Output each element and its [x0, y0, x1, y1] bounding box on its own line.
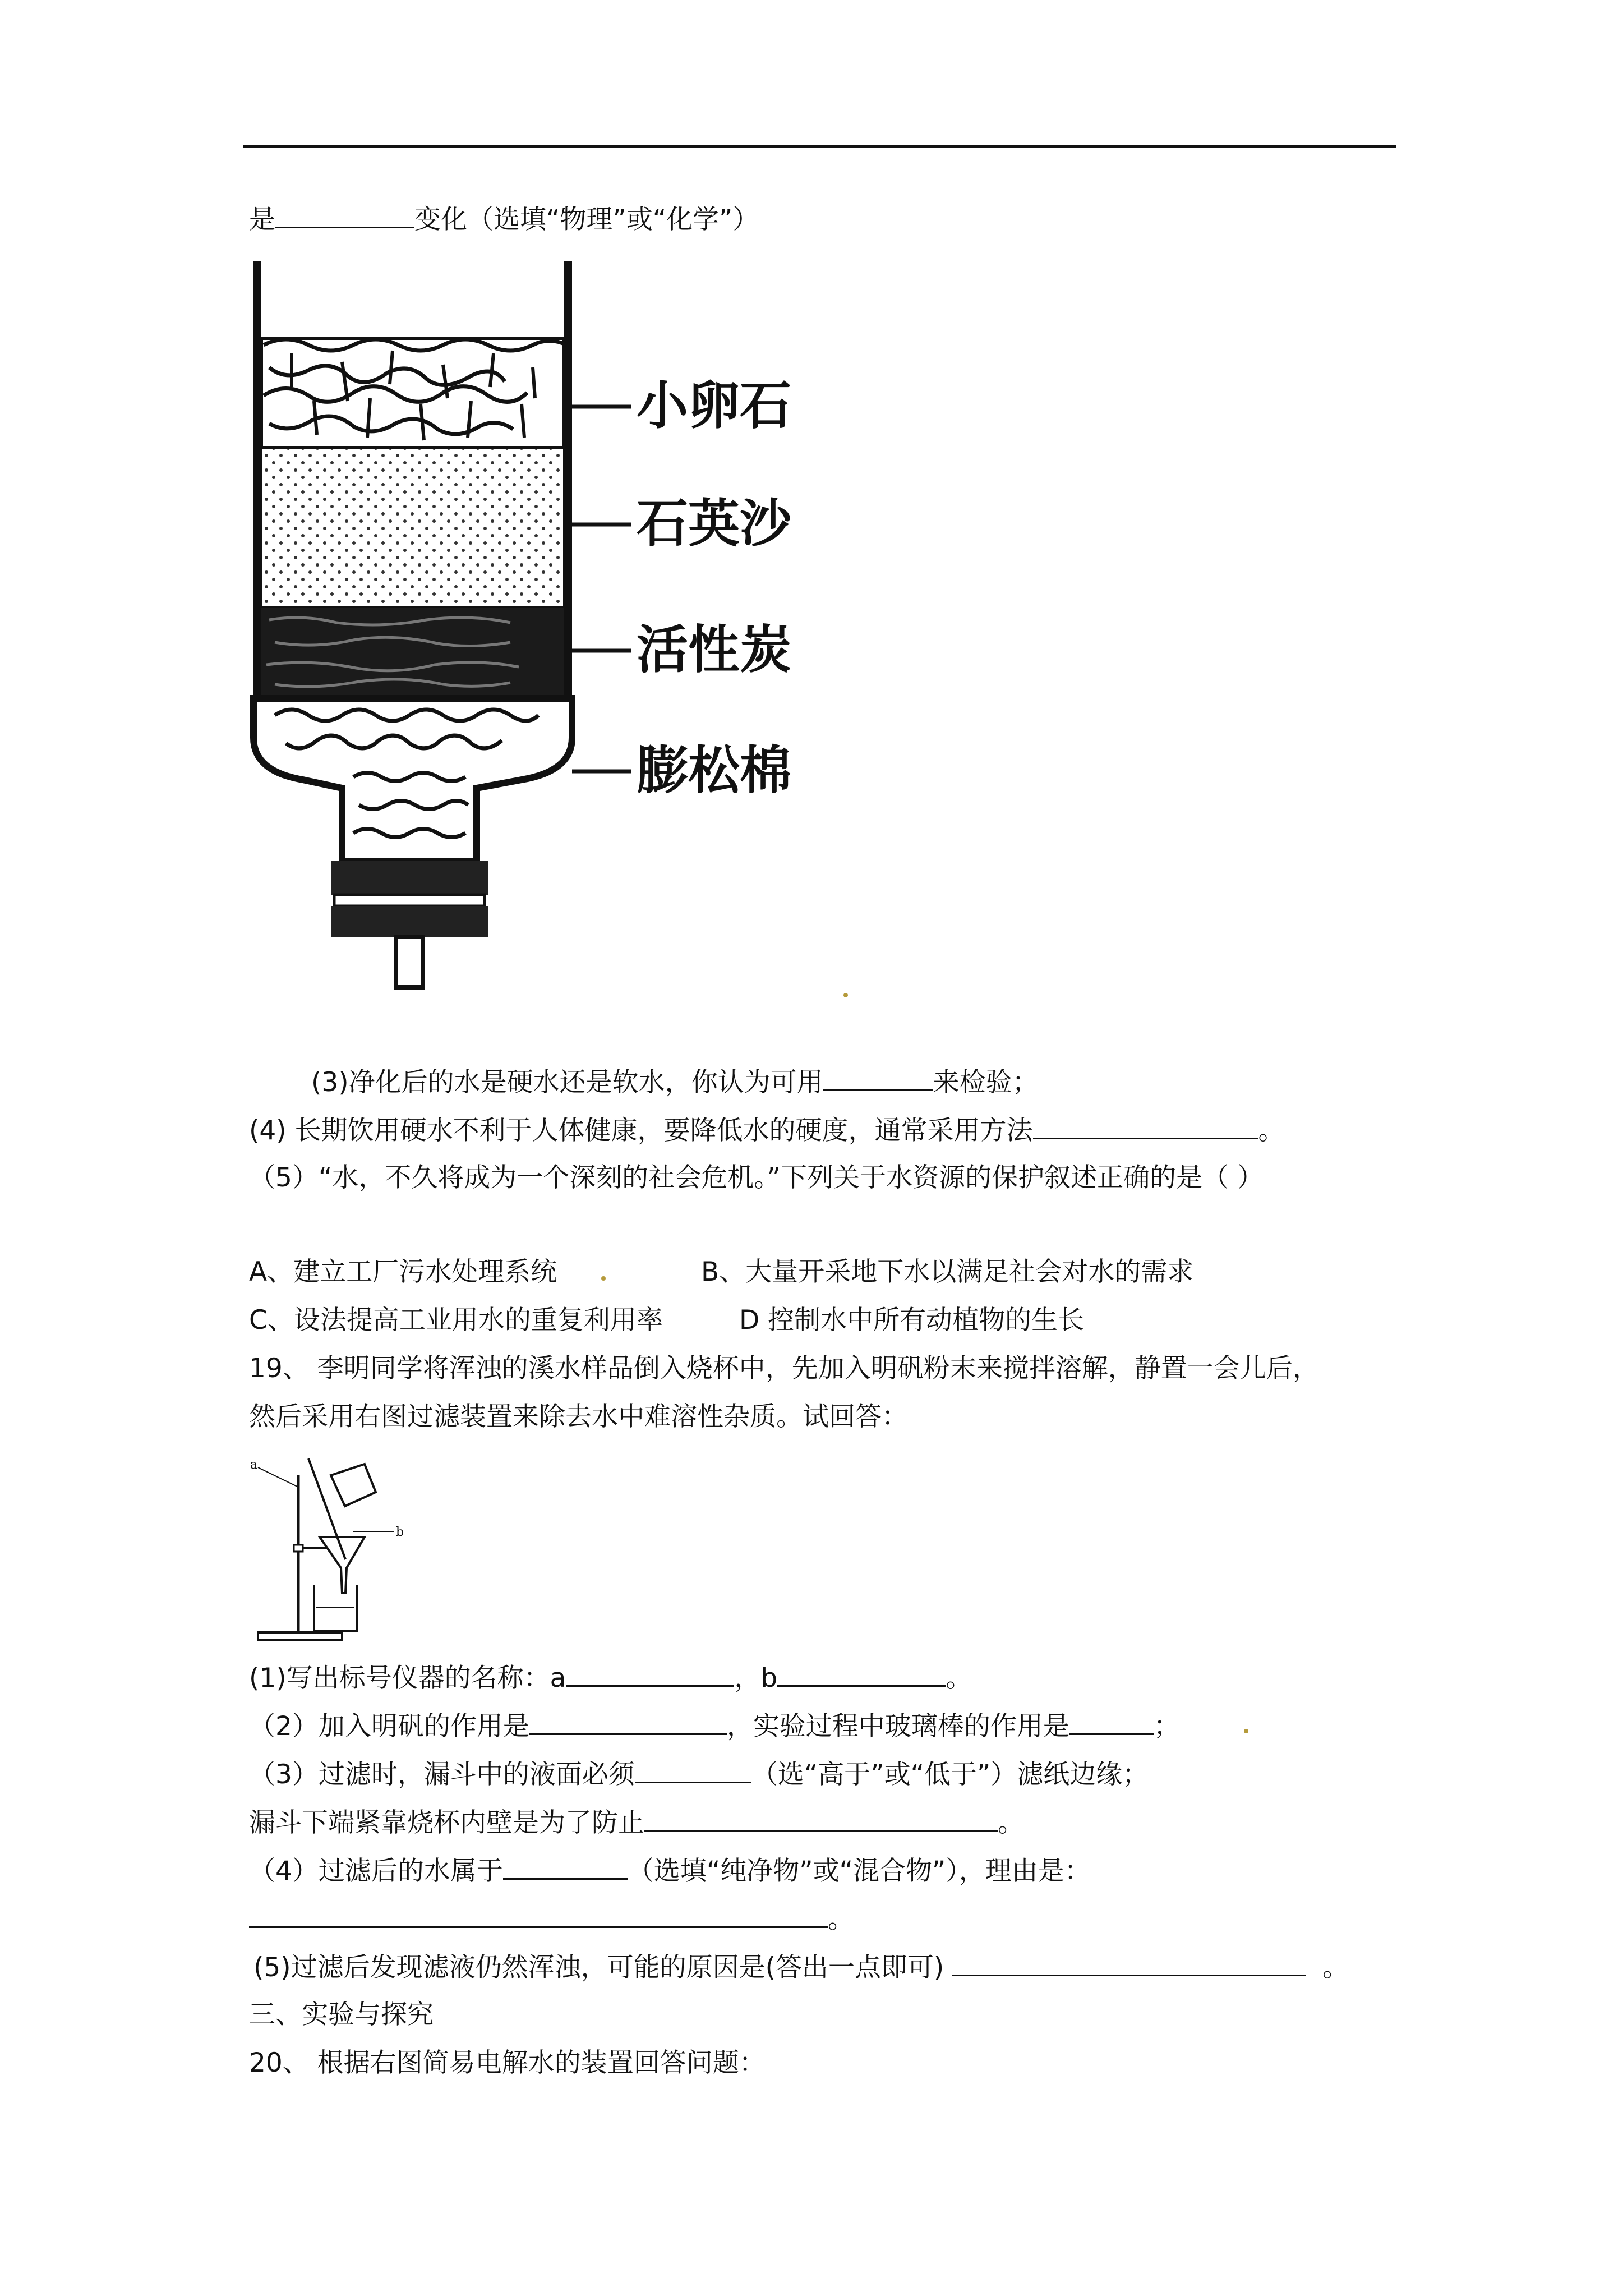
stopper-top	[331, 861, 488, 895]
q18-option-d: D 控制水中所有动植物的生长	[739, 1305, 1085, 1336]
q19-part1-pre: (1)写出标号仪器的名称：a	[249, 1663, 566, 1694]
blank-liquid-level	[635, 1757, 751, 1783]
q19-part2-mid: ，实验过程中玻璃棒的作用是	[726, 1711, 1069, 1742]
intro-pre: 是	[249, 204, 275, 235]
q19-part4	[249, 1853, 1091, 1888]
q19-part3a	[249, 1757, 1149, 1792]
blank-instrument-a	[566, 1660, 734, 1687]
q20-stem: 20、 根据右图简易电解水的装置回答问题：	[249, 2047, 766, 2078]
blank-turbid-reason	[952, 1950, 1306, 1976]
q18-part3-pre: (3)净化后的水是硬水还是软水，你认为可用	[311, 1067, 823, 1098]
water-filter-figure	[241, 255, 875, 1001]
label-pebbles: 小卵石	[637, 376, 792, 436]
header-rule	[243, 145, 1396, 148]
label-cotton: 膨松棉	[637, 740, 792, 800]
q18-part3	[311, 1065, 1039, 1099]
blank-softening-method	[1033, 1113, 1258, 1139]
q19-part1-post: 。	[946, 1663, 972, 1694]
q19-part5-post: 。	[1322, 1952, 1349, 1983]
pointer-a	[258, 1467, 297, 1487]
speck	[601, 1276, 606, 1281]
q19-part2	[249, 1709, 1180, 1743]
section-3-heading: 三、实验与探究	[249, 1999, 434, 2030]
intro-line	[249, 202, 759, 237]
intro-post: 变化（选填“物理”或“化学”）	[414, 204, 759, 235]
blank-reason	[249, 1902, 828, 1928]
q18-option-b: B、大量开采地下水以满足社会对水的需求	[701, 1257, 1194, 1287]
q19-part5-pre: (5)过滤后发现滤液仍然浑浊，可能的原因是(答出一点即可)	[253, 1952, 944, 1983]
q19-part2-post: ；	[1153, 1711, 1180, 1742]
speck	[1244, 1729, 1248, 1733]
cotton-layer	[253, 698, 572, 861]
q19-part4-reason	[249, 1902, 854, 1936]
q18-option-c: C、设法提高工业用水的重复利用率	[249, 1305, 663, 1336]
q19-part1	[249, 1660, 972, 1695]
label-a: a	[250, 1458, 258, 1472]
q19-part1-mid: ，b	[734, 1663, 778, 1694]
q18-part3-post: 来检验；	[933, 1067, 1039, 1098]
q19-part3a-pre: （3）过滤时，漏斗中的液面必须	[249, 1759, 635, 1790]
q19-line2: 然后采用右图过滤装置来除去水中难溶性杂质。试回答：	[249, 1401, 908, 1432]
activated-carbon-layer	[261, 608, 564, 698]
speck	[843, 993, 848, 997]
label-b: b	[396, 1525, 404, 1539]
q18-part4	[249, 1113, 1285, 1148]
blank-glass-rod-role	[1069, 1709, 1154, 1735]
beaker	[314, 1585, 357, 1631]
quartz-sand-layer	[261, 448, 564, 608]
label-activated-carbon: 活性炭	[637, 620, 792, 680]
blank-water-type	[503, 1853, 628, 1880]
q18-part4-post: 。	[1258, 1115, 1285, 1146]
blank-prevent	[644, 1805, 998, 1832]
q19-part4-reason-post: 。	[828, 1904, 854, 1935]
q18-part4-pre: (4) 长期饮用硬水不利于人体健康，要降低水的硬度，通常采用方法	[249, 1115, 1033, 1146]
q19-part4-post: （选填“纯净物”或“混合物”），理由是：	[627, 1856, 1091, 1887]
q19-part3a-post: （选“高于”或“低于”）滤纸边缘；	[751, 1759, 1149, 1790]
blank-hard-soft-test	[823, 1065, 933, 1091]
stand-base	[258, 1632, 342, 1640]
filtration-apparatus-figure	[247, 1453, 437, 1649]
pebble-layer	[261, 338, 566, 448]
stopper-bottom	[331, 906, 488, 937]
tube-right-wall	[564, 261, 572, 721]
pouring-beaker	[331, 1464, 376, 1506]
q19-part2-pre: （2）加入明矾的作用是	[249, 1711, 529, 1742]
clamp-knob	[294, 1545, 303, 1552]
q19-part3b-pre: 漏斗下端紧靠烧杯内壁是为了防止	[249, 1807, 644, 1838]
tube-left-wall	[253, 261, 261, 721]
blank-alum-role	[529, 1709, 727, 1735]
q19-part4-pre: （4）过滤后的水属于	[249, 1856, 503, 1887]
q19-line1: 19、 李明同学将浑浊的溪水样品倒入烧杯中，先加入明矾粉末来搅拌溶解，静置一会儿后，	[249, 1353, 1319, 1384]
blank-change-type	[275, 202, 414, 228]
q19-part3b-post: 。	[998, 1807, 1024, 1838]
q19-part5	[253, 1950, 1349, 1985]
q18-part5: （5）“水，不久将成为一个深刻的社会危机。”下列关于水资源的保护叙述正确的是（ ）	[249, 1162, 1264, 1193]
stopper-band	[334, 895, 485, 906]
q18-option-a: A、建立工厂污水处理系统	[249, 1257, 557, 1287]
label-quartz-sand: 石英沙	[637, 494, 792, 554]
blank-instrument-b	[777, 1660, 946, 1687]
q19-part3b	[249, 1805, 1024, 1840]
outlet-tube	[396, 937, 423, 987]
